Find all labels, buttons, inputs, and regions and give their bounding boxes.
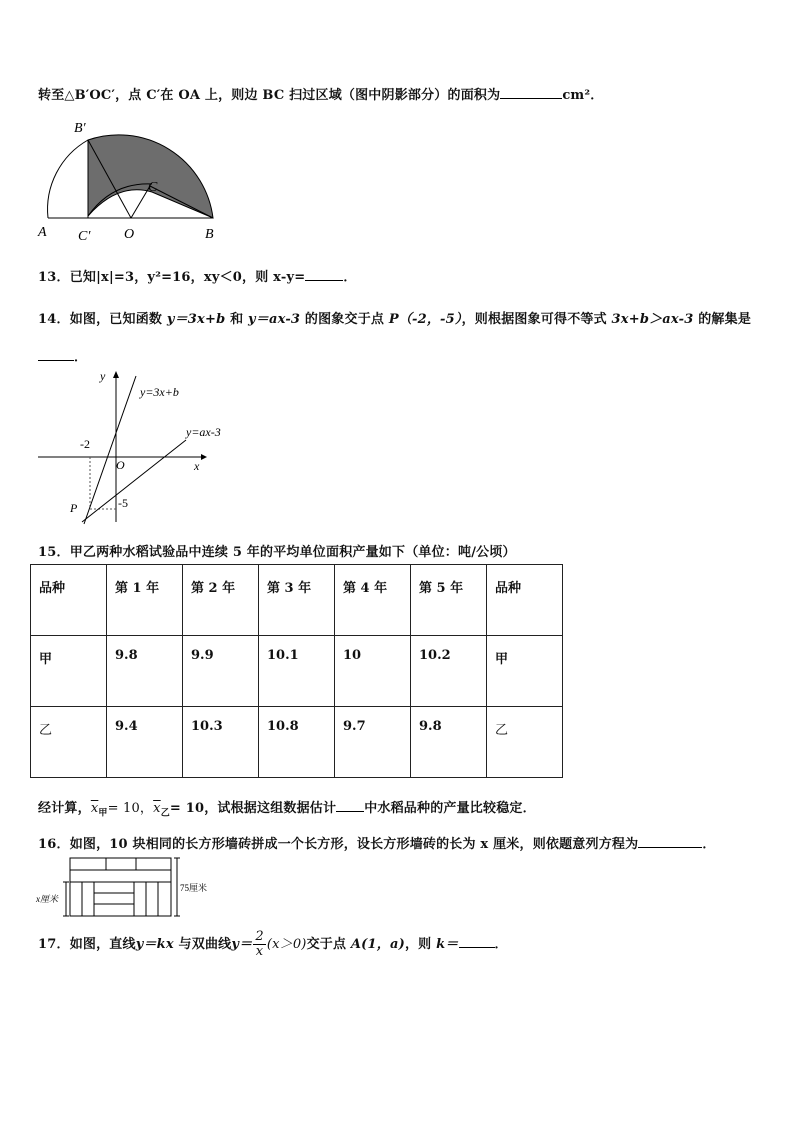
q17-numerator: 2 — [255, 929, 264, 944]
q16-blank — [638, 835, 702, 848]
q12-figure — [32, 112, 222, 247]
q12-text-end: cm²． — [562, 88, 604, 103]
q14-f1: y＝3x+b — [166, 312, 226, 327]
table-cell: 10.8 — [259, 707, 335, 778]
table-cell: 10 — [335, 636, 411, 707]
graph-label-line2: y=ax-3 — [186, 425, 221, 439]
table-header-cell: 品种 — [487, 565, 563, 636]
graph-label-o: O — [116, 458, 125, 472]
q17-mid2: 交于点 — [306, 937, 351, 952]
q17-f1: y＝kx — [135, 937, 174, 952]
q14-p: P（-2，-5） — [388, 312, 462, 327]
label-x-cm: x厘米 — [36, 894, 58, 904]
q14-blank — [38, 348, 74, 361]
q17-end: ． — [494, 937, 508, 952]
q17-cond: (x＞0) — [266, 937, 307, 952]
table-cell: 10.2 — [411, 636, 487, 707]
q15-eq2: = 10，试根据这组数据估计 — [169, 801, 337, 816]
q14-text — [38, 308, 751, 327]
table-header-cell: 第 5 年 — [411, 565, 487, 636]
table-row — [31, 636, 563, 707]
table-cell: 10.3 — [183, 707, 259, 778]
q17-text — [38, 930, 508, 959]
sub-yi: 乙 — [160, 808, 170, 819]
outer-arc-left — [48, 140, 88, 218]
y-axis-arrow — [113, 371, 119, 378]
table-cell: 9.4 — [107, 707, 183, 778]
table-header-cell: 第 4 年 — [335, 565, 411, 636]
q16-end: ． — [702, 837, 716, 852]
brick-outline — [70, 858, 171, 916]
q14-mid3: ，则根据图象可得不等式 — [461, 312, 612, 327]
table-header-cell: 第 1 年 — [107, 565, 183, 636]
xbar-yi: $\overline{x}$ — [153, 801, 161, 816]
q14-blank-line — [38, 346, 87, 365]
label-o: O — [124, 227, 135, 242]
q14-ineq: 3x+b＞ax-3 — [611, 312, 694, 327]
q14-end: 的解集是 — [693, 312, 752, 327]
q17-k: k＝ — [436, 937, 459, 952]
graph-label-neg5: -5 — [118, 496, 128, 510]
q17-fraction — [253, 930, 265, 959]
table-cell: 9.8 — [411, 707, 487, 778]
q13-blank — [305, 268, 343, 281]
q15-calc-end: 中水稻品种的产量比较稳定． — [364, 801, 536, 816]
q17-f2: y＝ — [231, 937, 253, 952]
q16-text-main: 16．如图，10 块相同的长方形墙砖拼成一个长方形，设长方形墙砖的长为 x 厘米，则依题意列方程为 — [38, 837, 639, 852]
q17-mid3: ，则 — [404, 937, 437, 952]
label-b: B — [205, 227, 214, 242]
yield-table — [30, 564, 563, 778]
q14-graph — [36, 366, 236, 526]
table-cell: 甲 — [487, 636, 563, 707]
q16-text — [38, 833, 716, 852]
q14-mid2: 的图象交于点 — [300, 312, 389, 327]
q14-mid1: 和 — [225, 312, 249, 327]
q15-calc — [38, 797, 536, 819]
q13-text-main: 13．已知|x|=3，y²=16，xy＜0，则 x-y= — [38, 270, 306, 285]
xbar-jia: $\overline{x}$ — [90, 801, 99, 816]
table-header-cell: 品种 — [31, 565, 107, 636]
q14-f2: y＝ax-3 — [248, 312, 301, 327]
q13-text — [38, 266, 357, 285]
table-cell: 9.7 — [335, 707, 411, 778]
q15-text — [38, 541, 516, 560]
q15-text-main: 15．甲乙两种水稻试验品中连续 5 年的平均单位面积产量如下（单位：吨/公顷） — [38, 545, 516, 560]
sub-jia: 甲 — [98, 808, 108, 819]
table-row — [31, 707, 563, 778]
q14-end2: ． — [74, 350, 88, 365]
q17-point: A(1，a) — [350, 937, 405, 952]
q13-end: ． — [343, 270, 357, 285]
graph-label-p: P — [70, 501, 78, 515]
label-c-prime: C′ — [78, 229, 91, 244]
label-b-prime: B′ — [74, 121, 86, 136]
table-cell: 10.1 — [259, 636, 335, 707]
graph-label-line1: y=3x+b — [140, 385, 179, 399]
label-c: C — [148, 180, 158, 195]
q17-start: 17．如图，直线 — [38, 937, 136, 952]
table-cell: 乙 — [31, 707, 107, 778]
table-cell: 甲 — [31, 636, 107, 707]
line-3x-plus-b — [84, 376, 136, 524]
q12-blank — [500, 86, 562, 99]
table-header-cell: 第 3 年 — [259, 565, 335, 636]
q17-denominator: x — [255, 944, 264, 959]
q15-blank — [336, 799, 364, 812]
graph-label-neg2: -2 — [80, 437, 90, 451]
table-cell: 9.8 — [107, 636, 183, 707]
x-axis-arrow — [201, 454, 207, 460]
label-a: A — [38, 225, 47, 240]
table-cell: 9.9 — [183, 636, 259, 707]
table-header-cell: 第 2 年 — [183, 565, 259, 636]
label-75-cm: 75厘米 — [180, 883, 208, 893]
q16-figure — [36, 856, 208, 920]
graph-label-y: y — [100, 369, 106, 383]
q12-text — [38, 84, 603, 103]
graph-label-x: x — [194, 459, 200, 473]
q14-start: 14．如图，已知函数 — [38, 312, 167, 327]
line-ax-minus-3 — [82, 440, 186, 522]
q15-eq1: = 10， — [107, 801, 154, 816]
q15-calc-prefix: 经计算， — [38, 801, 91, 816]
table-header-row — [31, 565, 563, 636]
shaded-region — [88, 135, 213, 218]
q12-text-start: 转至△B′OC′，点 C′在 OA 上，则边 BC 扫过区域（图中阴影部分）的面积为 — [38, 88, 501, 103]
table-cell: 乙 — [487, 707, 563, 778]
q17-blank — [459, 935, 495, 948]
q17-mid: 与双曲线 — [173, 937, 232, 952]
